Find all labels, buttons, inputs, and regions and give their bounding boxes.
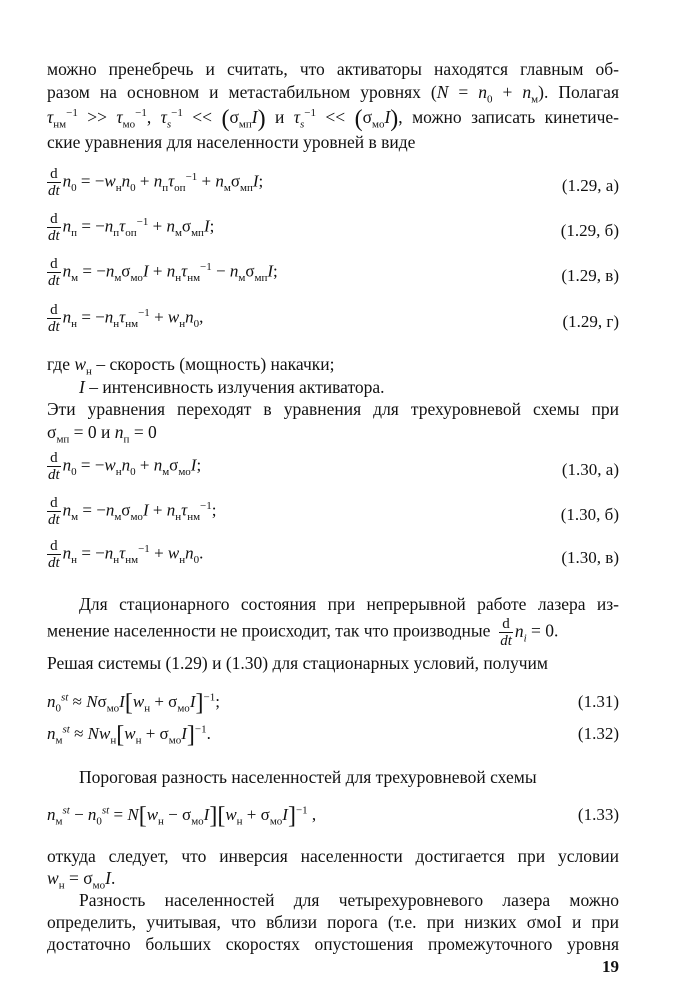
definition-line: где $w_н$ – скорость (мощность) накачки; xyxy=(47,354,335,378)
paragraph-line: откуда следует, что инверсия населенности достигается при условии xyxy=(47,846,619,866)
paragraph-line: Разность населенностей для четырехуровневого лазера можно xyxy=(79,890,619,910)
paragraph-line: $w_н = \sigma_{мо}I$. xyxy=(47,868,116,892)
equation-number: (1.31) xyxy=(577,692,619,711)
equation-1-30a: $\frac{d}{dt}$ $n_0 = -w_нn_0 + n_м\sigma_{мо}I$; (1.30, а) xyxy=(48,450,619,483)
equation-1-30c: $\frac{d}{dt}$ $n_н = -n_н\tau_{нм}^{-1} + w_нn_0$. (1.30, в) xyxy=(48,538,619,571)
equation-1-29c: $\frac{d}{dt}$ $n_м = -n_м\sigma_{мо}I + n_н\tau_{нм}^{-1} - n_м\sigma_{мп}I$; (1.29, в) xyxy=(48,256,619,289)
paragraph-line: можно пренебречь и считать, что активаторы находятся главным об- xyxy=(47,59,619,79)
equation-number: (1.30, б) xyxy=(560,505,619,524)
equation-1-29d: $\frac{d}{dt}$ $n_н = -n_н\tau_{нм}^{-1} + w_нn_0$, (1.29, г) xyxy=(48,302,619,335)
paragraph-line: Пороговая разность населенностей для трехуровневой схемы xyxy=(79,767,537,787)
paragraph-line: Решая системы (1.29) и (1.30) для стационарных условий, получим xyxy=(47,653,548,673)
paragraph-line: $\sigma_{мп} = 0$ и $n_п = 0$ xyxy=(47,422,157,446)
derivative-fraction: $\frac{d}{dt}$ xyxy=(48,302,60,335)
equation-number: (1.29, г) xyxy=(562,312,619,331)
paragraph-line: $\tau_{нм}^{-1} >> \tau_{мо}^{-1}$, $\tau_s^{-1} << (\sigma_{мп}I)$ и $\tau_s^{-1} << (\sigma_{мо}I)$, можно записать кинетиче- xyxy=(47,106,619,132)
paragraph-line: разом на основном и метастабильном уровнях $(N = n_0 + n_м)$. Полагая xyxy=(47,82,619,106)
equation-1-31: $n_0^{st} \approx N\sigma_{мо}I[w_н + \sigma_{мо}I]^{-1}$; (1.31) xyxy=(47,690,619,716)
paragraph-line: ские уравнения для населенности уровней в виде xyxy=(47,132,416,152)
equation-number: (1.29, а) xyxy=(561,176,619,195)
page-number: 19 xyxy=(602,957,619,976)
definition-line: I – интенсивность излучения активатора. xyxy=(79,377,385,397)
equation-number: (1.33) xyxy=(577,805,619,824)
equation-number: (1.32) xyxy=(577,724,619,743)
equation-1-29a: $\frac{d}{dt}$ $n_0 = -w_нn_0 + n_п\tau_{оп}^{-1} + n_м\sigma_{мп}I$; (1.29, а) xyxy=(48,166,619,199)
paragraph-line: определить, учитывая, что вблизи порога (т.е. при низких σмоI и при xyxy=(47,912,619,932)
equation-number: (1.30, в) xyxy=(561,548,619,567)
equation-1-32: $n_м^{st} \approx Nw_н[w_н + \sigma_{мо}I]^{-1}$. (1.32) xyxy=(47,722,619,748)
paragraph-line: достаточно больших скоростях опустошения промежуточного уровня xyxy=(47,934,619,954)
derivative-fraction: $\frac{d}{dt}$ xyxy=(500,616,512,649)
equation-1-30b: $\frac{d}{dt}$ $n_м = -n_м\sigma_{мо}I + n_н\tau_{нм}^{-1}$; (1.30, б) xyxy=(48,495,619,528)
equation-number: (1.30, а) xyxy=(561,460,619,479)
paragraph-line: Эти уравнения переходят в уравнения для трехуровневой схемы при xyxy=(47,399,619,419)
derivative-fraction: $\frac{d}{dt}$ xyxy=(48,538,60,571)
paragraph-line: Для стационарного состояния при непрерывной работе лазера из- xyxy=(79,594,619,614)
equation-1-29b: $\frac{d}{dt}$ $n_п = -n_п\tau_{оп}^{-1} + n_м\sigma_{мп}I$; (1.29, б) xyxy=(48,211,619,244)
paragraph-line: менение населенности не происходит, так что производные $\frac{d}{dt}$ $n_i = 0$. xyxy=(47,616,559,649)
equation-1-33: $n_м^{st} - n_0^{st} = N[w_н - \sigma_{мо}I][w_н + \sigma_{мо}I]^{-1}$ , (1.33) xyxy=(47,803,619,829)
derivative-fraction: $\frac{d}{dt}$ xyxy=(48,256,60,289)
derivative-fraction: $\frac{d}{dt}$ xyxy=(48,450,60,483)
derivative-fraction: $\frac{d}{dt}$ xyxy=(48,166,60,199)
equation-number: (1.29, б) xyxy=(560,221,619,240)
derivative-fraction: $\frac{d}{dt}$ xyxy=(48,495,60,528)
equation-number: (1.29, в) xyxy=(561,266,619,285)
derivative-fraction: $\frac{d}{dt}$ xyxy=(48,211,60,244)
